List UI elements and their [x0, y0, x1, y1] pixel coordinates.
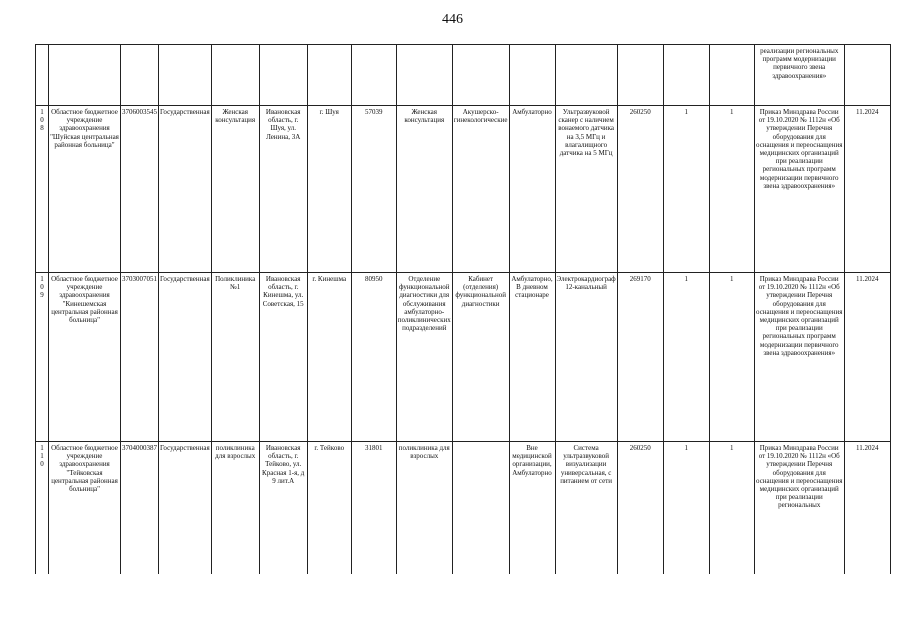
ownership-form-cell: Государственная [159, 442, 212, 575]
row-number-cell: 1 0 8 [36, 106, 49, 273]
okato-cell: 57039 [351, 106, 396, 273]
date-cell: 11.2024 [844, 106, 890, 273]
quantity-cell-2: 1 [709, 442, 754, 575]
okato-cell: 31801 [351, 442, 396, 575]
city-cell: г. Тейково [307, 442, 351, 575]
order-cell: Приказ Минздрава России от 19.10.2020 № 1112н «Об утверждении Перечня оборудования для оснащения и переоснащения медицинских организаций при реализации региональных программ модернизации первичного звена здравоохранения» [754, 273, 844, 442]
quantity-cell-2: 1 [709, 106, 754, 273]
address-cell: Ивановская область, г. Тейково, ул. Красная 1-я, д 9 лит.А [259, 442, 307, 575]
cabinet-cell: Акушерско-гинекологические [452, 106, 509, 273]
city-cell: г. Шуя [307, 106, 351, 273]
care-conditions-cell: Вне медицинской организации, Амбулаторно [509, 442, 555, 575]
code-cell: 3706003545 [121, 106, 159, 273]
table-row-continuation [36, 45, 891, 106]
row-number-cell: 1 0 9 [36, 273, 49, 442]
cabinet-cell: Кабинет (отделения) функциональной диагностики [452, 273, 509, 442]
nkmi-code-cell: 269170 [617, 273, 663, 442]
order-cell: Приказ Минздрава России от 19.10.2020 № 1112н «Об утверждении Перечня оборудования для оснащения и переоснащения медицинских организаций при реализации региональных программ модернизации первичного звена здравоохранения» [754, 106, 844, 273]
page-number: 446 [442, 12, 463, 27]
care-conditions-cell: Амбулаторно [509, 106, 555, 273]
table-row [36, 273, 891, 442]
quantity-cell: 1 [663, 273, 709, 442]
table-row [36, 106, 891, 273]
equipment-cell: Ультразвуковой сканер с наличием вонаемого датчика на 3,5 МГц и влагалищного датчика на 5 МГц [555, 106, 617, 273]
code-cell: 3703007051 [121, 273, 159, 442]
equipment-cell: Электрокардиограф 12-канальный [555, 273, 617, 442]
quantity-cell: 1 [663, 106, 709, 273]
organization-cell: Областное бюджетное учреждение здравоохранения "Тейковская центральная районная больница" [49, 442, 121, 575]
department-cell: поликлиника для взрослых [396, 442, 452, 575]
city-cell: г. Кинешма [307, 273, 351, 442]
care-conditions-cell: Амбулаторно, В дневном стационаре [509, 273, 555, 442]
address-cell: Ивановская область, г. Шуя, ул. Ленина, 3А [259, 106, 307, 273]
organization-cell: Областное бюджетное учреждение здравоохранения "Кинешемская центральная районная больница" [49, 273, 121, 442]
unit-cell: Поликлиника №1 [211, 273, 259, 442]
order-cell: Приказ Минздрава России от 19.10.2020 № 1112н «Об утверждении Перечня оборудования для оснащения и переоснащения медицинских организаций при реализации региональных [754, 442, 844, 575]
date-cell: 11.2024 [844, 442, 890, 575]
code-cell: 3704000387 [121, 442, 159, 575]
ownership-form-cell: Государственная [159, 106, 212, 273]
department-cell: Женская консультация [396, 106, 452, 273]
nkmi-code-cell: 260250 [617, 442, 663, 575]
address-cell: Ивановская область, г. Кинешма, ул. Советская, 15 [259, 273, 307, 442]
equipment-cell: Система ультразвуковой визуализации универсальная, с питанием от сети [555, 442, 617, 575]
quantity-cell-2: 1 [709, 273, 754, 442]
ownership-form-cell: Государственная [159, 273, 212, 442]
unit-cell: Женская консультация [211, 106, 259, 273]
nkmi-code-cell: 260250 [617, 106, 663, 273]
department-cell: Отделение функциональной диагностики для обслуживания амбулаторно-поликлинических подразделений [396, 273, 452, 442]
okato-cell: 80950 [351, 273, 396, 442]
cabinet-cell [452, 442, 509, 575]
unit-cell: поликлиника для взрослых [211, 442, 259, 575]
quantity-cell: 1 [663, 442, 709, 575]
order-cell: реализации региональных программ модернизации первичного звена здравоохранения» [754, 45, 844, 106]
organization-cell: Областное бюджетное учреждение здравоохранения "Шуйская центральная районная больница" [49, 106, 121, 273]
date-cell: 11.2024 [844, 273, 890, 442]
equipment-table [35, 44, 891, 574]
row-number-cell: 1 1 0 [36, 442, 49, 575]
table-row [36, 442, 891, 575]
